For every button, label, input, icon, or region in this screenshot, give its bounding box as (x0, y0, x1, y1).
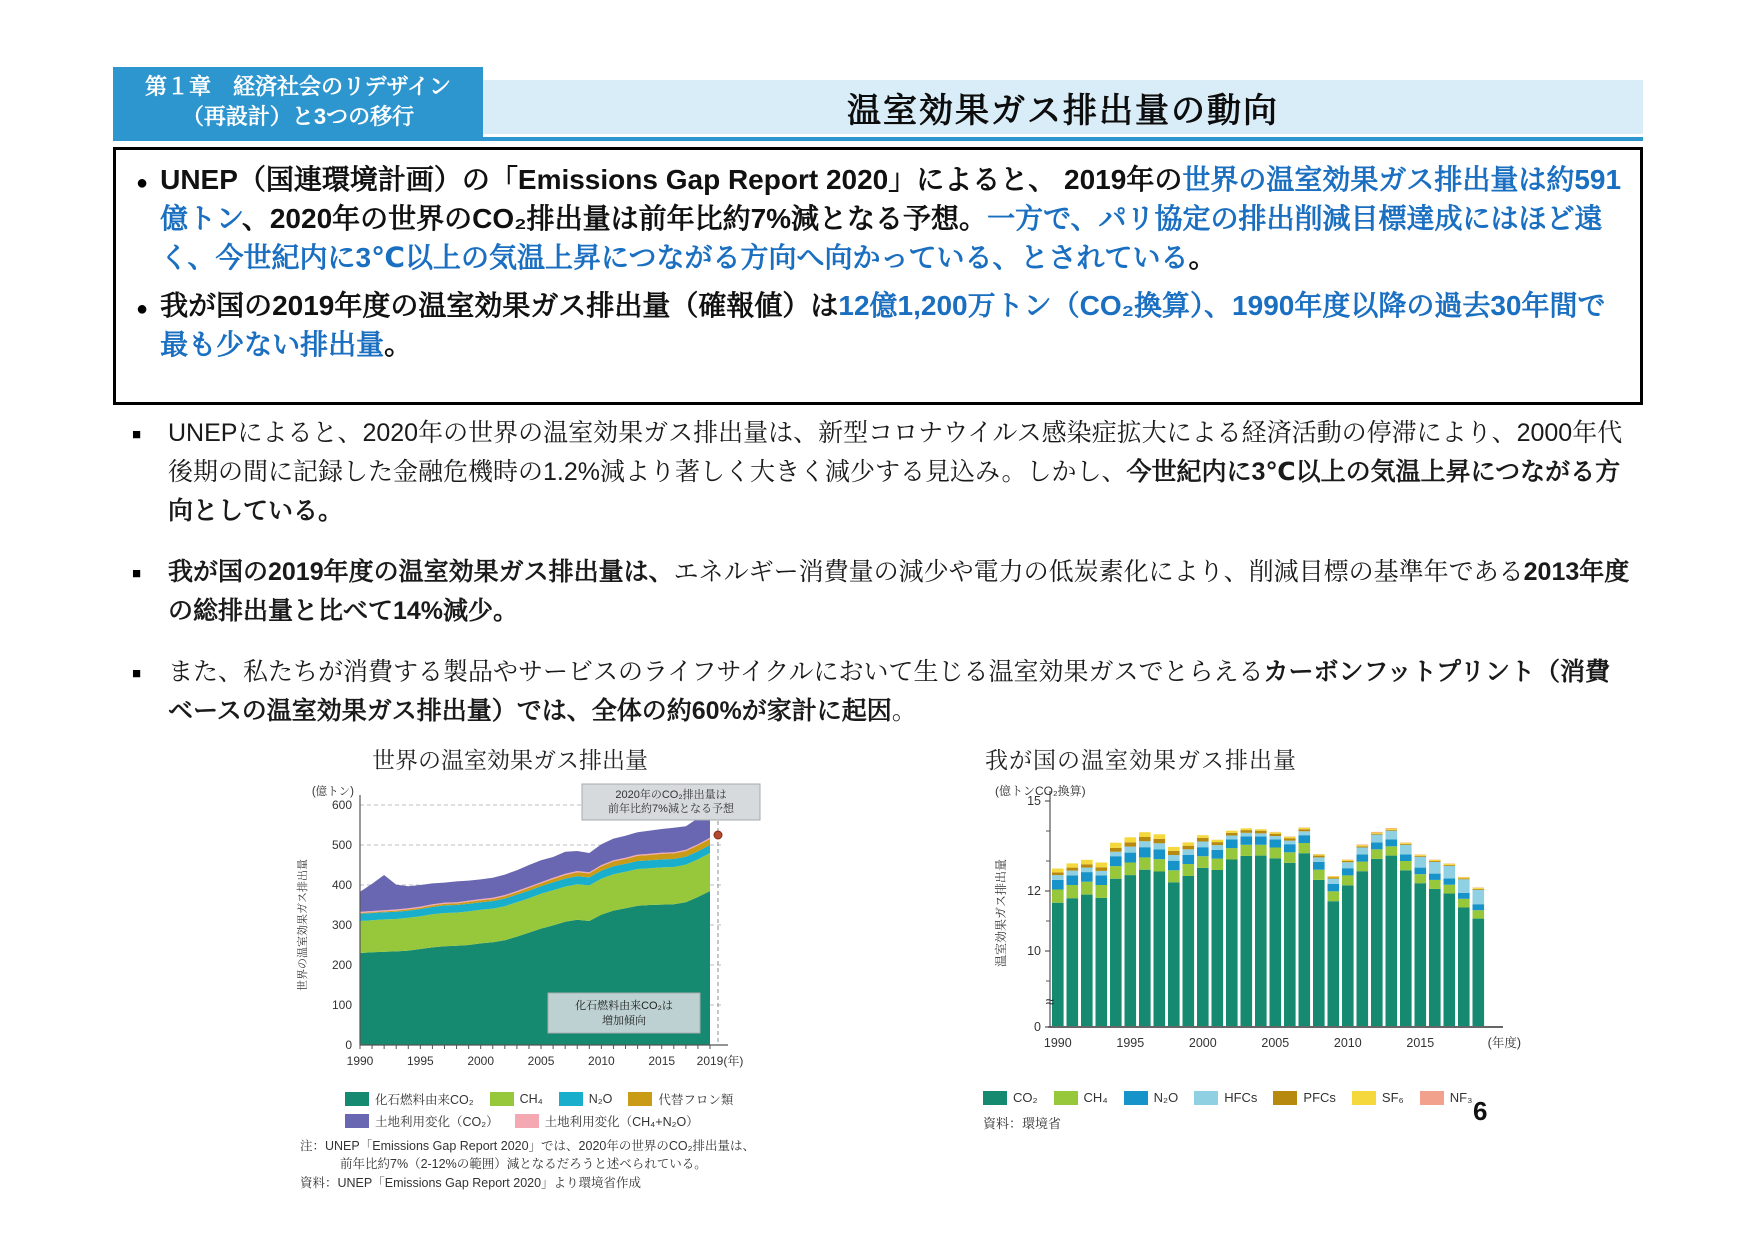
world-ghg-chart-block (290, 742, 780, 1195)
page-number: 6 (1473, 1096, 1488, 1126)
japan-ghg-chart-block (965, 742, 1525, 1132)
legend-row (983, 1090, 1525, 1105)
detail-bullet (126, 653, 1634, 731)
svg-text:2000: 2000 (467, 1054, 495, 1068)
legend-item (1124, 1090, 1179, 1105)
svg-text:0: 0 (345, 1038, 352, 1052)
japan-chart-legend (965, 1090, 1525, 1105)
text-segment: 2013年度の総排出量と比べて14%減少。 (168, 558, 1630, 625)
summary-bullet (136, 160, 1624, 278)
text-segment: カーボンフットプリント（消費ベースの温室効果ガス排出量）では、全体の約60%が家計に起因 (168, 658, 1611, 725)
legend-swatch (628, 1092, 652, 1106)
summary-box (113, 147, 1643, 405)
legend-label: NF₃ (1449, 1090, 1473, 1105)
svg-text:2019(年): 2019(年) (696, 1054, 744, 1068)
legend-swatch (1194, 1091, 1218, 1105)
text-segment: UNEPによると、2020年の世界の温室効果ガス排出量は、新型コロナウイルス感染症拡大による経済活動の停滞により、2000年代後期の間に記録した金融危機時の1.2%減より著しく大きく減少する見込み。しかし、 (168, 419, 1623, 486)
svg-text:2010: 2010 (1333, 1036, 1362, 1050)
svg-text:1995: 1995 (1116, 1036, 1145, 1050)
svg-text:500: 500 (331, 838, 352, 852)
legend-swatch (1420, 1091, 1444, 1105)
legend-swatch (1352, 1091, 1376, 1105)
legend-swatch (559, 1092, 583, 1106)
detail-bullet-text (168, 414, 1634, 531)
svg-text:2005: 2005 (527, 1054, 555, 1068)
legend-label: SF₆ (1381, 1090, 1404, 1105)
svg-text:1990: 1990 (1043, 1036, 1072, 1050)
svg-text:(年度): (年度) (1487, 1036, 1521, 1050)
detail-bullet-text (168, 653, 1634, 731)
world-ghg-chart (290, 777, 780, 1088)
japan-ghg-svg (965, 783, 1525, 1083)
detail-bullet (126, 553, 1634, 631)
legend-item (345, 1112, 499, 1130)
source-text: 資料：UNEP「Emissions Gap Report 2020」より環境省作成 (300, 1176, 642, 1190)
svg-text:2020年のCO₂排出量は: 2020年のCO₂排出量は (615, 789, 727, 801)
svg-text:2010: 2010 (588, 1054, 615, 1068)
svg-text:化石燃料由来CO₂は: 化石燃料由来CO₂は (575, 1000, 673, 1012)
text-segment: 。 (891, 697, 917, 725)
legend-label: CH₄ (1083, 1090, 1108, 1105)
text-segment: 我が国の2019年度の温室効果ガス排出量は、 (168, 558, 674, 586)
text-segment: 12億1,200万トン（CO₂換算）、1990年度以降の過去30年間で最も少ない排出量 (160, 289, 1606, 360)
detail-bullet-text (168, 553, 1634, 631)
svg-text:世界の温室効果ガス排出量: 世界の温室効果ガス排出量 (297, 859, 309, 991)
legend-item (1054, 1090, 1108, 1105)
text-segment: 一方で、パリ協定の排出削減目標達成にはほど遠く、今世紀内に3℃以上の気温上昇につながる方向へ向かっている、とされている (160, 203, 1603, 274)
chapter-box (113, 67, 483, 137)
svg-text:100: 100 (331, 998, 352, 1012)
svg-text:(億トンCO₂換算): (億トンCO₂換算) (995, 784, 1086, 798)
svg-text:(億トン): (億トン) (311, 786, 354, 798)
legend-label: 土地利用変化（CO₂） (375, 1115, 499, 1129)
text-segment: 。 (1188, 242, 1217, 274)
legend-item (345, 1090, 474, 1108)
svg-text:2005: 2005 (1261, 1036, 1290, 1050)
svg-text:増加傾向: 増加傾向 (602, 1015, 646, 1027)
svg-text:2015: 2015 (1406, 1036, 1435, 1050)
legend-swatch (983, 1091, 1007, 1105)
svg-text:1990: 1990 (346, 1054, 374, 1068)
note-text: 注：UNEP「Emissions Gap Report 2020」では、2020年の世界のCO₂排出量は、前年比約7%（2-12%の範囲）減となるだろうと述べられている。 (300, 1139, 755, 1171)
legend-label: HFCs (1224, 1090, 1258, 1105)
bullet-circle-icon: ● (136, 297, 149, 320)
legend-label: 土地利用変化（CH₄+N₂O） (544, 1115, 699, 1129)
text-segment: 世界の温室効果ガス排出量は約591億トン (160, 164, 1622, 235)
header-rule (113, 137, 1643, 141)
text-segment: また、私たちが消費する製品やサービスのライフサイクルにおいて生じる温室効果ガスでとらえる (168, 658, 1264, 686)
svg-text:10: 10 (1027, 944, 1041, 958)
text-segment: 今世紀内に3℃以上の気温上昇につながる方向としている。 (168, 458, 1621, 525)
legend-item (559, 1092, 613, 1106)
chart-notes (290, 1138, 760, 1193)
legend-row (345, 1112, 780, 1130)
bullet-square-icon: ■ (132, 426, 142, 443)
legend-row (345, 1090, 780, 1108)
svg-text:12: 12 (1027, 884, 1041, 898)
svg-text:200: 200 (331, 958, 352, 972)
legend-swatch (1054, 1091, 1078, 1105)
detail-bullet (126, 414, 1634, 531)
svg-text:600: 600 (331, 798, 352, 812)
legend-swatch (1273, 1091, 1297, 1105)
legend-label: PFCs (1303, 1090, 1336, 1105)
bullet-circle-icon: ● (136, 172, 149, 194)
legend-swatch (345, 1114, 369, 1128)
legend-item (1420, 1090, 1473, 1105)
legend-label: CO₂ (1013, 1090, 1038, 1105)
svg-text:0: 0 (1034, 1020, 1041, 1034)
chart-title: 世界の温室効果ガス排出量 (372, 747, 648, 773)
world-chart-legend (290, 1090, 780, 1130)
legend-item (628, 1090, 733, 1108)
chart-title: 我が国の温室効果ガス排出量 (985, 747, 1297, 773)
bullet-square-icon: ■ (132, 665, 142, 682)
world-ghg-svg (290, 783, 780, 1083)
bullet-square-icon: ■ (132, 565, 142, 582)
legend-item (1194, 1090, 1257, 1105)
legend-label: CH₄ (519, 1092, 543, 1106)
legend-item (983, 1090, 1038, 1105)
text-segment: 我が国の2019年度の温室効果ガス排出量（確報値）は (160, 289, 839, 321)
text-segment: 、2020年の世界のCO₂排出量は前年比約7%減となる予想。 (241, 203, 988, 235)
svg-text:1995: 1995 (406, 1054, 434, 1068)
legend-item (490, 1092, 543, 1106)
summary-bullet-text (160, 286, 1624, 364)
svg-text:15: 15 (1027, 794, 1041, 808)
page-title: 温室効果ガス排出量の動向 (847, 91, 1279, 130)
legend-label: N₂O (588, 1092, 613, 1106)
svg-text:≈: ≈ (1045, 994, 1055, 1011)
legend-item (515, 1112, 699, 1130)
legend-label: 代替フロン類 (658, 1093, 734, 1107)
legend-item (1352, 1090, 1404, 1105)
text-segment: エネルギー消費量の減少や電力の低炭素化により、削減目標の基準年である (673, 558, 1524, 586)
title-banner (483, 80, 1643, 134)
summary-bullet-text (160, 160, 1624, 278)
legend-swatch (345, 1092, 369, 1106)
svg-text:前年比約7%減となる予想: 前年比約7%減となる予想 (608, 803, 734, 815)
text-segment: UNEP（国連環境計画）の「Emissions Gap Report 2020」によると、 2019年の (160, 164, 1183, 195)
svg-text:温室効果ガス排出量: 温室効果ガス排出量 (994, 858, 1008, 968)
text-segment: 。 (384, 328, 413, 360)
svg-text:400: 400 (331, 878, 352, 892)
svg-text:2000: 2000 (1188, 1036, 1217, 1050)
legend-label: 化石燃料由来CO₂ (375, 1093, 474, 1107)
detail-bullets (126, 414, 1634, 753)
japan-ghg-chart (965, 777, 1525, 1088)
chapter-line1: 第１章 経済社会のリデザイン (144, 74, 452, 100)
summary-bullet (136, 286, 1624, 364)
legend-swatch (515, 1114, 539, 1128)
svg-text:300: 300 (331, 918, 352, 932)
legend-swatch (490, 1092, 514, 1106)
legend-swatch (1124, 1091, 1148, 1105)
svg-text:2015: 2015 (648, 1054, 676, 1068)
source-text: 資料：環境省 (983, 1116, 1062, 1131)
legend-label: N₂O (1153, 1090, 1179, 1105)
legend-item (1273, 1090, 1336, 1105)
chapter-line2: （再設計）と3つの移行 (181, 104, 415, 129)
